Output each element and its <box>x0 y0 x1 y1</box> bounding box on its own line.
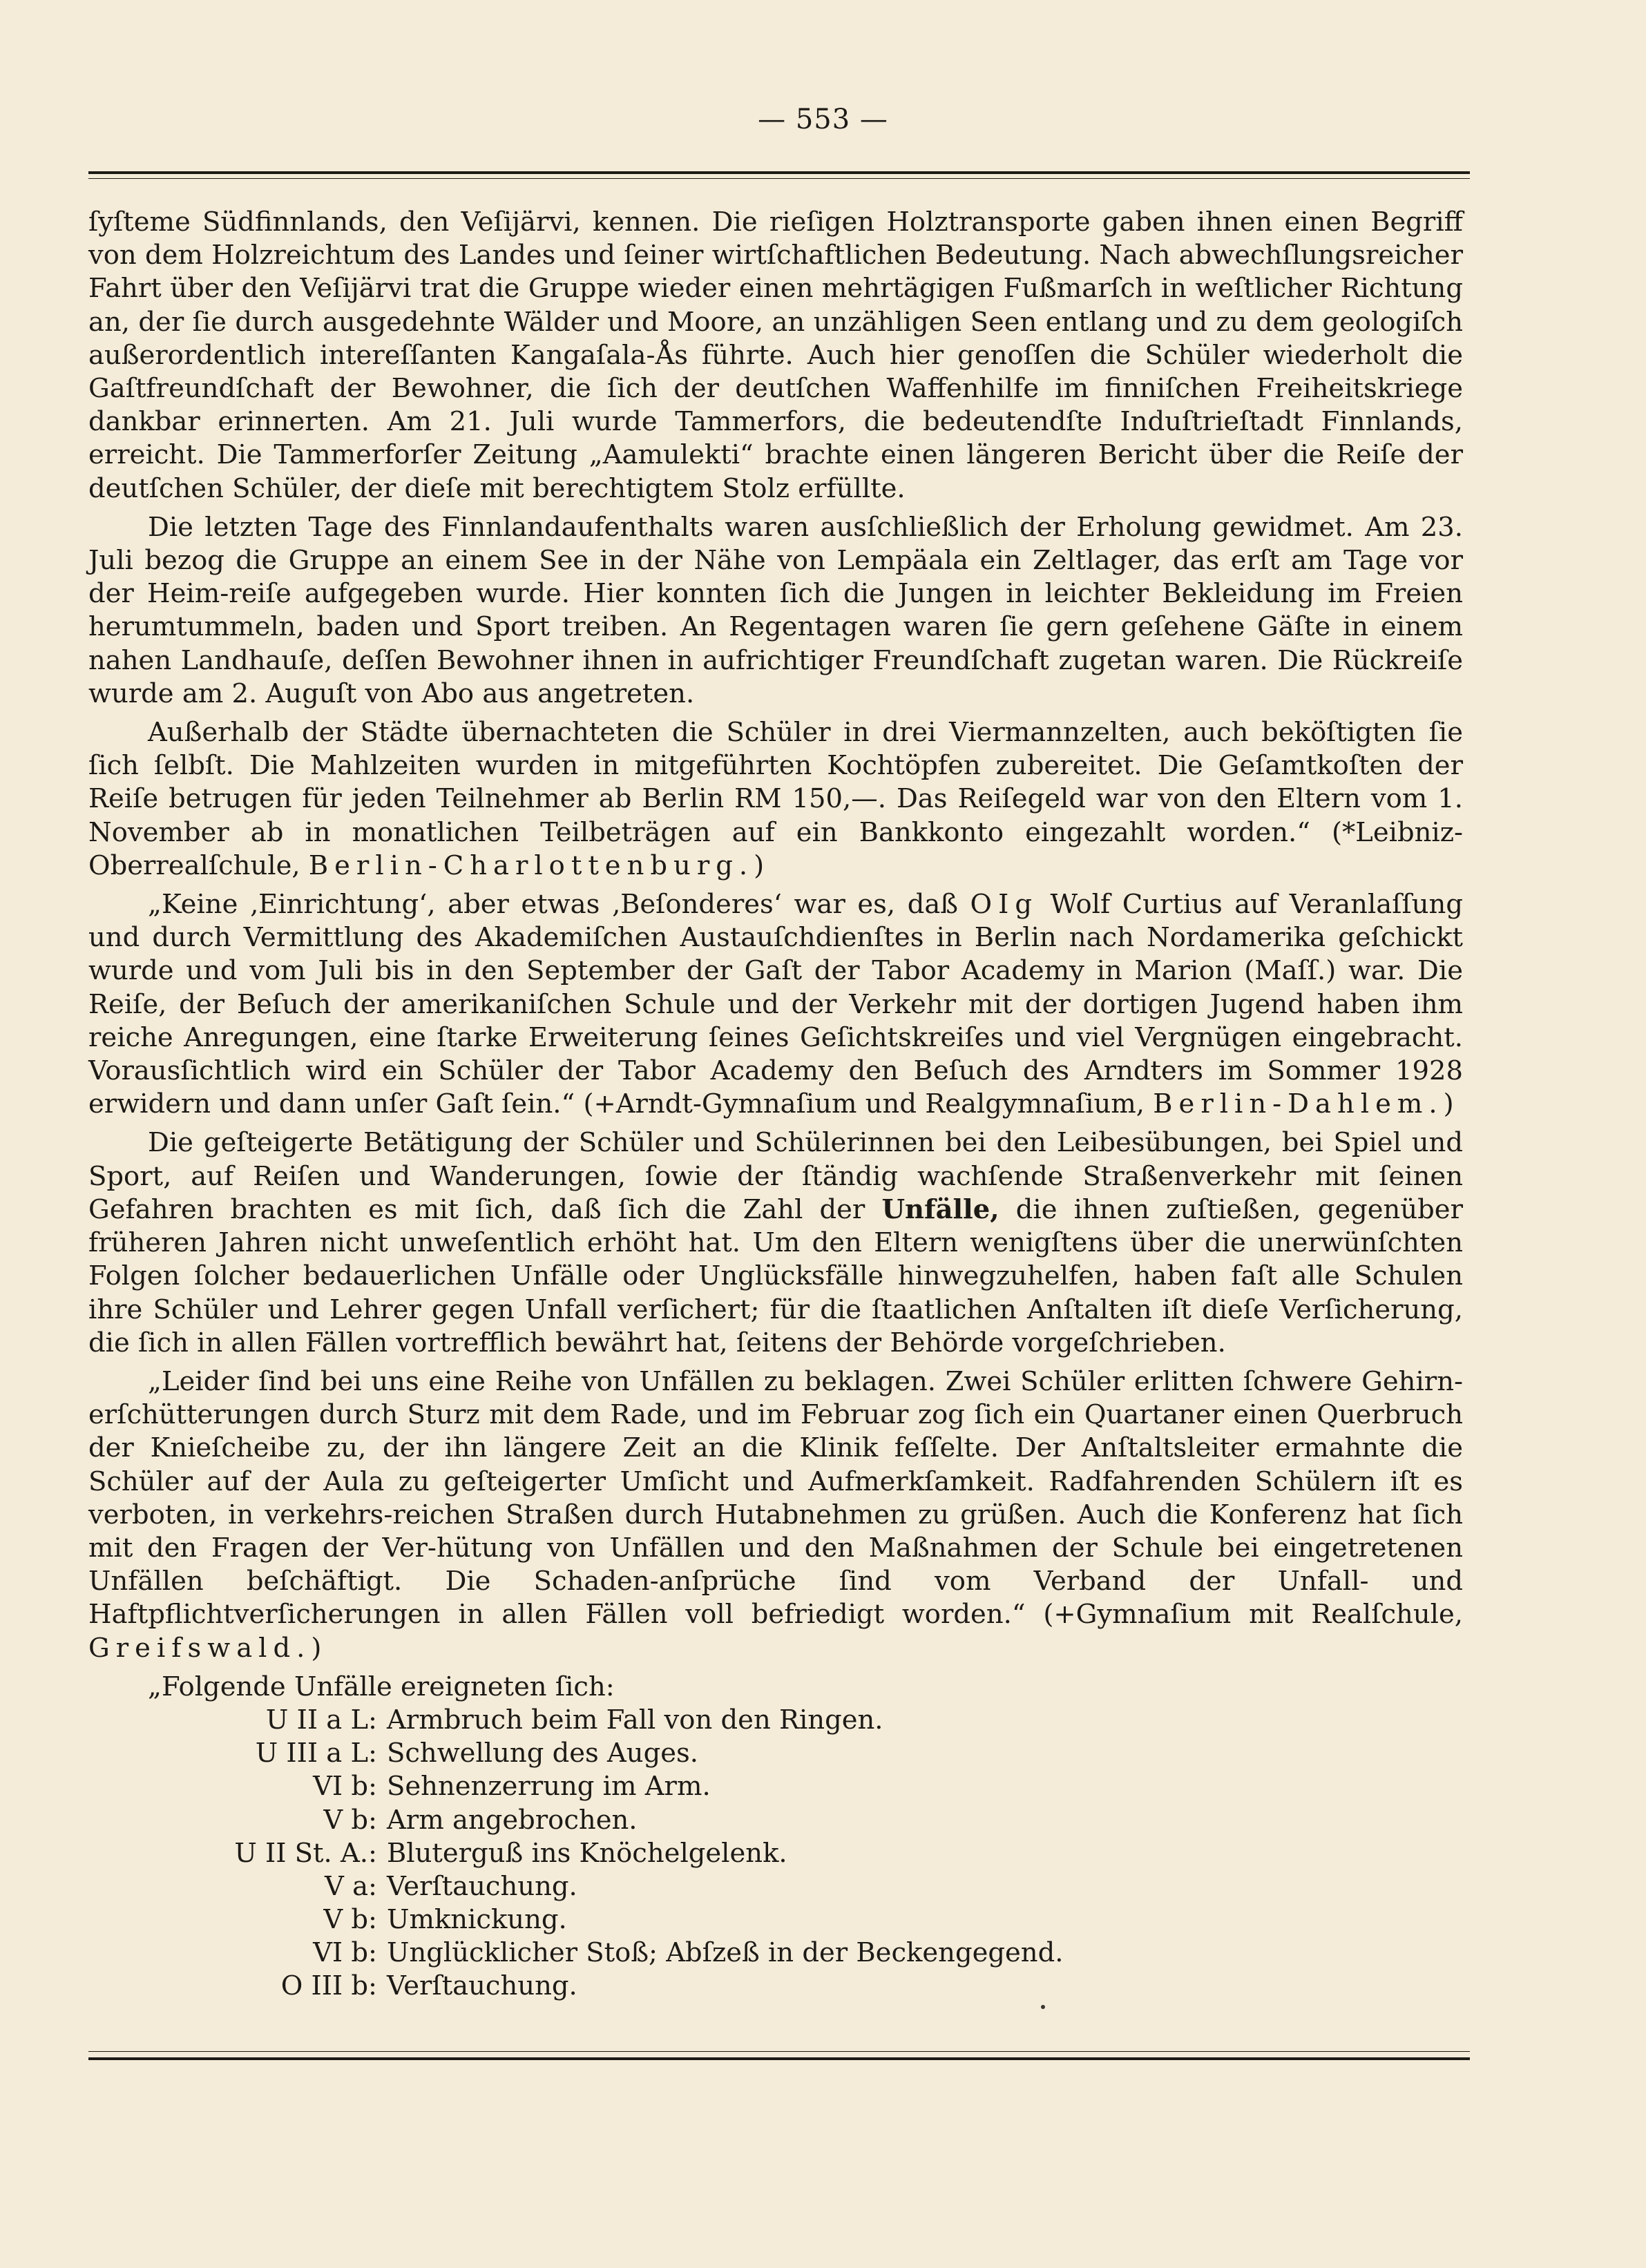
paragraph-1: ſyſteme Südfinnlands, den Veſijärvi, kennen. Die rieſigen Holztransporte gaben ihnen einen Begriff von dem Holzreichtum des Landes und ſeiner wirtſchaftlichen Bedeutung. Nach abwechſlungsreicher Fahrt über den Veſijärvi trat die Gruppe wieder einen mehrtägigen Fußmarſch in weſtlicher Richtung an, der ſie durch ausgedehnte Wälder und Moore, an unzähligen Seen entlang und zu dem geologiſch außerordentlich intereſſanten Kangaſala-Ås führte. Auch hier genoſſen die Schüler wiederholt die Gaſtfreundſchaft der Bewohner, die ſich der deutſchen Waffenhilfe im finniſchen Freiheitskriege dankbar erinnerten. Am 21. Juli wurde Tammerfors, die bedeutendſte Induſtrieſtadt Finnlands, erreicht. Die Tammerforſer Zeitung „Aamulekti“ brachte einen längeren Bericht über die Reiſe der deutſchen Schüler, der dieſe mit berechtigtem Stolz erfüllte. <box>88 206 1463 504</box>
list-item <box>88 1970 1463 2003</box>
paragraph-4-text-a: „Keine ‚Einrichtung‘, aber etwas ‚Beſonderes‘ war es, daß <box>148 889 959 921</box>
list-item <box>88 1870 1463 1903</box>
paragraph-3-text: Außerhalb der Städte übernachteten die Schüler in drei Viermannzelten, auch beköſtigten ſie ſich ſelbſt. Die Mahlzeiten wurden in mitgeführten Kochtöpfen zubereitet. Die Geſamtkoſten der Reiſe betrugen für jeden Teilnehmer ab Berlin RM 150,—. Das Reiſegeld war von den Eltern vom 1. November ab in monatlichen Teilbeträgen auf ein Bankkonto eingezahlt worden.“ (*Leibniz-Oberrealſchule, <box>88 717 1463 881</box>
class-label: VI b: <box>313 1771 377 1803</box>
class-label: VI b: <box>313 1937 377 1969</box>
paragraph-5-text-a: Die geſteigerte Betätigung der Schüler und Schülerinnen bei den Leibesübungen, bei Spiel und Sport, auf Reiſen und Wanderungen, ſowie der ſtändig wachſende Straßenverkehr mit ſeinen Gefahren brachten es mit ſich, daß ſich die Zahl der <box>88 1127 1463 1225</box>
paragraph-4-text-b: Wolf Curtius auf Veranlaſſung und durch Vermittlung des Akademiſchen Austauſchdienſtes in Berlin nach Nordamerika geſchickt wurde und vom Juli bis in den September der Gaſt der Tabor Academy in Marion (Maſſ.) war. Die Reiſe, der Beſuch der amerikaniſchen Schule und der Verkehr mit der dortigen Jugend haben ihm reiche Anregungen, eine ſtarke Erweiterung ſeines Geſichtskreiſes und viel Vergnügen eingebracht. Vorausſichtlich wird ein Schüler der Tabor Academy den Beſuch des Arndters im Sommer 1928 erwidern und dann unſer Gaſt ſein.“ (+Arndt-Gymnaſium und Realgymnaſium, <box>88 889 1463 1120</box>
paragraph-6-text: „Leider ſind bei uns eine Reihe von Unfällen zu beklagen. Zwei Schüler erlitten ſchwere Gehirn-erſchütterungen durch Sturz mit dem Rade, und im Februar zog ſich ein Quartaner einen Querbruch der Knieſcheibe zu, der ihn längere Zeit an die Klinik feſſelte. Der Anſtaltsleiter ermahnte die Schüler auf der Aula zu geſteigerter Umſicht und Aufmerkſamkeit. Radfahrenden Schülern iſt es verboten, in verkehrs-reichen Straßen durch Hutabnehmen zu grüßen. Auch die Konferenz hat ſich mit den Fragen der Ver-hütung von Unfällen und den Maßnahmen der Schule bei eingetretenen Unfällen beſchäftigt. Die Schaden-anſprüche ſind vom Verband der Unfall- und Haftpflichtverſicherungen in allen Fällen voll befriedigt worden.“ (+Gymnaſium mit Realſchule, <box>88 1365 1463 1631</box>
paragraph-5 <box>88 1126 1463 1359</box>
class-label: V a: <box>325 1870 377 1902</box>
header-rule <box>88 171 1470 179</box>
list-item <box>88 1804 1463 1837</box>
page-number: — 553 — <box>758 104 888 135</box>
injury-text: Verſtauchung. <box>387 1970 577 2002</box>
emphasis-term: Unfälle, <box>881 1193 999 1225</box>
list-intro: „Folgende Unfälle ereigneten ſich: <box>148 1671 615 1702</box>
school-location: Berlin-Dahlem. <box>1153 1088 1444 1120</box>
injury-text: Umknickung. <box>387 1904 567 1936</box>
school-location: Greifswald. <box>88 1632 312 1664</box>
closing-paren: ) <box>311 1632 322 1664</box>
class-label: U III a L: <box>255 1738 377 1769</box>
class-label: V b: <box>323 1904 377 1936</box>
injury-text: Arm angebrochen. <box>387 1804 638 1836</box>
injury-text: Armbruch beim Fall von den Ringen. <box>387 1704 883 1736</box>
list-item <box>88 1903 1463 1937</box>
list-item <box>88 1737 1463 1770</box>
injury-text: Bluterguß ins Knöchelgelenk. <box>387 1837 787 1869</box>
injury-text: Schwellung des Auges. <box>387 1738 699 1769</box>
school-location: Berlin-Charlottenburg. <box>308 849 754 881</box>
class-label: U II St. A.: <box>234 1837 377 1869</box>
list-item <box>88 1770 1463 1803</box>
paragraph-3 <box>88 716 1463 883</box>
class-label: U II a L: <box>265 1704 377 1736</box>
class-label: V b: <box>323 1804 377 1836</box>
accident-list <box>88 1704 1463 2003</box>
body-text <box>88 206 1463 2003</box>
list-item <box>88 1704 1463 1737</box>
ink-speck <box>1041 2005 1045 2009</box>
closing-paren: ) <box>1443 1088 1454 1120</box>
class-label: O III b: <box>280 1970 377 2002</box>
paragraph-6 <box>88 1365 1463 1665</box>
injury-text: Verſtauchung. <box>387 1870 577 1902</box>
paragraph-5-text-b: die ihnen zuſtießen, gegenüber früheren Jahren nicht unweſentlich erhöht hat. Um den Eltern wenigſtens über die unerwünſchten Folgen ſolcher bedauerlichen Unfälle oder Unglücksfälle hinwegzuhelfen, haben faſt alle Schulen ihre Schüler und Lehrer gegen Unfall verſichert; für die ſtaatlichen Anſtalten iſt dieſe Verſicherung, die ſich in allen Fällen vortrefflich bewährt hat, ſeitens der Behörde vorgeſchrieben. <box>88 1193 1463 1358</box>
footer-rule <box>88 2051 1470 2060</box>
injury-text: Sehnenzerrung im Arm. <box>387 1771 711 1803</box>
paragraph-2: Die letzten Tage des Finnlandaufenthalts waren ausſchließlich der Erholung gewidmet. Am 23. Juli bezog die Gruppe an einem See in der Nähe von Lempäala ein Zeltlager, das erſt am Tage vor der Heim-reiſe aufgegeben wurde. Hier konnten ſich die Jungen in leichter Bekleidung im Freien herumtummeln, baden und Sport treiben. An Regentagen waren ſie gern geſehene Gäſte in einem nahen Landhauſe, deſſen Bewohner ihnen in aufrichtiger Freundſchaft zugetan waren. Die Rückreiſe wurde am 2. Auguſt von Abo aus angetreten. <box>88 511 1463 709</box>
closing-paren: ) <box>754 849 765 881</box>
list-item <box>88 1937 1463 1970</box>
list-item <box>88 1837 1463 1870</box>
paragraph-4 <box>88 888 1463 1121</box>
grade-label: OIg <box>970 889 1038 921</box>
injury-text: Unglücklicher Stoß; Abſzeß in der Beckengegend. <box>387 1937 1064 1969</box>
